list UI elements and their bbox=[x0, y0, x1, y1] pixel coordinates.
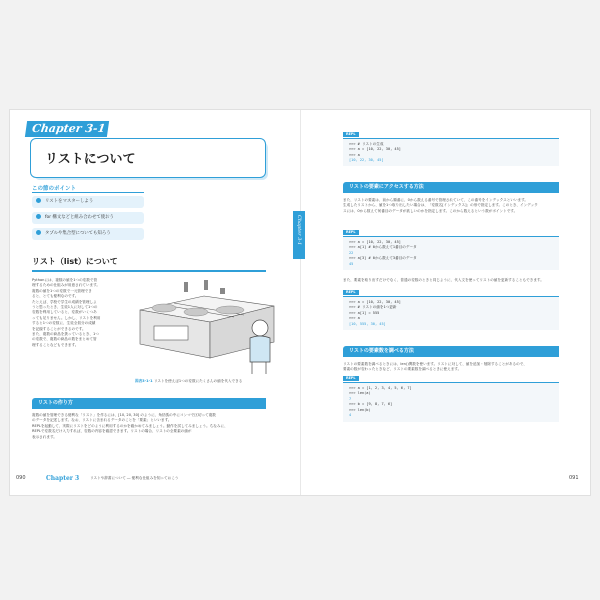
body-line: 表示されます。 bbox=[32, 434, 57, 439]
body-line: すると1つの変数に、生徒全員分の成績 bbox=[32, 321, 96, 326]
code-output: [10, 22, 30, 45] bbox=[349, 158, 384, 163]
body-line: を記録することができるのです。 bbox=[32, 326, 86, 331]
point-item bbox=[32, 212, 144, 224]
section-heading-list: リスト（list）について bbox=[32, 257, 118, 266]
body-line: 複数の値を1つの変数で一元管理でき bbox=[32, 288, 92, 293]
page-title: リストについて bbox=[45, 152, 136, 167]
body-line: 変数を利用していると、変数がいくつあ bbox=[32, 310, 97, 315]
point-item bbox=[32, 196, 144, 208]
right-page bbox=[301, 110, 590, 495]
code-block-update bbox=[343, 296, 559, 330]
body-line: うと思ったとき、生徒1人に対して1つの bbox=[32, 305, 98, 310]
figure-caption bbox=[135, 379, 242, 384]
code-line: >>> a = [10, 22, 30, 45] bbox=[349, 240, 401, 244]
book-spread bbox=[10, 110, 590, 495]
body-line: 理するための仕組みが用意されています。 bbox=[32, 283, 100, 288]
body-line: のデータを記述します。なお、リストに含まれるデータのことを「要素」といいます。 bbox=[32, 418, 172, 423]
code-line: >>> b = [9, 8, 7, 6] bbox=[349, 402, 393, 407]
code-line: >>> a[1] = 555 bbox=[349, 310, 380, 315]
code-block-access bbox=[343, 236, 559, 270]
repl-label: REPL bbox=[343, 290, 359, 295]
code-output: 22 bbox=[349, 250, 354, 255]
code-line: >>> a bbox=[349, 316, 360, 321]
repl-label: REPL bbox=[343, 376, 359, 381]
code-line: >>> a = [1, 2, 3, 4, 5, 6, 7] bbox=[349, 386, 412, 390]
title-box bbox=[30, 138, 266, 178]
body-line: ると、とても便利なのです。 bbox=[32, 294, 79, 299]
len-body bbox=[343, 362, 563, 373]
figure-caption-text: リストを使えば1つの変数にたくさんの値を代入できる bbox=[153, 379, 243, 383]
point-item bbox=[32, 228, 144, 240]
page-number-left: 090 bbox=[16, 475, 26, 481]
body-line: の変数で、複数の商品の数をまとめて管 bbox=[32, 337, 97, 342]
code-block-len bbox=[343, 382, 559, 422]
body-line: 理することなどもできます。 bbox=[32, 342, 79, 347]
repl-label: REPL bbox=[343, 230, 359, 235]
point-text: リストをマスターしよう bbox=[45, 199, 94, 204]
body-line: たとえば、学校で学生の成績を管理しよ bbox=[32, 299, 97, 304]
code-line: >>> a bbox=[349, 152, 360, 157]
figure-label: 図表3-1-1 bbox=[135, 379, 153, 383]
footer-chapter: Chapter 3 bbox=[46, 475, 80, 482]
body-line: スには、0から数えて何番目のデータが欲しいのかを指定します。このから数えるという数がポイントです。 bbox=[343, 208, 518, 213]
code-line: >>> len(a) bbox=[349, 391, 371, 396]
code-line: >>> a[1] # 0から数えて1番目のデータ bbox=[349, 245, 417, 250]
body-line: Pythonには、複数の値を1つの変数で管 bbox=[32, 278, 98, 282]
bullet-icon bbox=[36, 230, 41, 235]
code-block-create bbox=[343, 138, 559, 166]
chapter-side-tab bbox=[293, 211, 305, 259]
subhead-body bbox=[32, 413, 272, 440]
access-body bbox=[343, 198, 563, 214]
body-line: っても足りません。しかし、リストを利用 bbox=[32, 315, 101, 320]
body-line: REPLを起動して、実際にリストをどのように利用するのかを確かめてみましょう。動作を試してみましょう。ちなみに、 bbox=[32, 423, 228, 428]
code-output: 4 bbox=[349, 413, 352, 418]
left-page bbox=[10, 110, 300, 495]
body-line: また、複数の商品を扱っているとき、1つ bbox=[32, 332, 99, 337]
points-heading: この節のポイント bbox=[32, 186, 77, 192]
bullet-icon bbox=[36, 198, 41, 203]
code-line: >>> a = [10, 22, 30, 45] bbox=[349, 300, 401, 304]
body-line: リストの要素数を調べるときには、len()関数を使います。リストに対して、値を追加・削除することがあるので、 bbox=[343, 362, 527, 366]
body-line: また、リストの要素は、前から順番に、0から数える番号で管理されていて、この番号をインデックスといいます。 bbox=[343, 198, 529, 202]
code-line: >>> # リストの値を1つ更新 bbox=[349, 305, 397, 310]
section-underline bbox=[32, 270, 266, 272]
body-line: REPLで変数名だけ入力すれば、変数の内容を確認できます。リストの場合、リストの全要素の値が bbox=[32, 429, 192, 434]
body-line: 複数の値を管理できる便利な「リスト」を作るには、[10, 20, 30] のように、角括弧の中にコンマで区切って複数 bbox=[32, 413, 216, 417]
code-line: >>> a[3] # 0から数えて3番目のデータ bbox=[349, 256, 417, 261]
subhead-access: リストの要素にアクセスする方法 bbox=[343, 182, 559, 193]
section-body bbox=[32, 278, 130, 348]
points-underline bbox=[32, 192, 144, 193]
repl-label: REPL bbox=[343, 132, 359, 137]
update-text: また、要素を取り出すだけでなく、普通の変数のときと同じように、代入文を使ってリストの値を更新することもできます。 bbox=[343, 278, 544, 282]
list-illustration bbox=[134, 276, 286, 376]
subhead-list-create: リストの作り方 bbox=[32, 398, 266, 409]
code-line: >>> a = [10, 22, 30, 45] bbox=[349, 147, 401, 152]
code-output: [10, 555, 30, 45] bbox=[349, 321, 386, 326]
page-number-right: 091 bbox=[569, 475, 579, 481]
subhead-len: リストの要素数を調べる方法 bbox=[343, 346, 559, 357]
point-text: タプルや集合型についても知ろう bbox=[45, 231, 111, 236]
code-line: >>> # リストの生成 bbox=[349, 142, 384, 146]
code-line: >>> len(b) bbox=[349, 407, 371, 412]
code-output: 45 bbox=[349, 261, 354, 266]
footer-text: リストや辞書について ― 便利な仕組みを知っておこう bbox=[90, 476, 179, 480]
body-line: 要素の数が変わったときなど、リストの要素数を調べるときに使えます。 bbox=[343, 367, 462, 372]
bullet-icon bbox=[36, 214, 41, 219]
code-output: 7 bbox=[349, 396, 352, 401]
point-text: for 構文などと組み合わせて使おう bbox=[45, 215, 114, 220]
body-line: 生成したリストから、値を1つ取り出したい場合は、「変数名[インデックス]」の形で指定します。このとき、インデック bbox=[343, 203, 538, 208]
chapter-tag: Chapter 3-1 bbox=[25, 121, 109, 137]
side-tab-text: Chapter 3-1 bbox=[296, 215, 302, 246]
